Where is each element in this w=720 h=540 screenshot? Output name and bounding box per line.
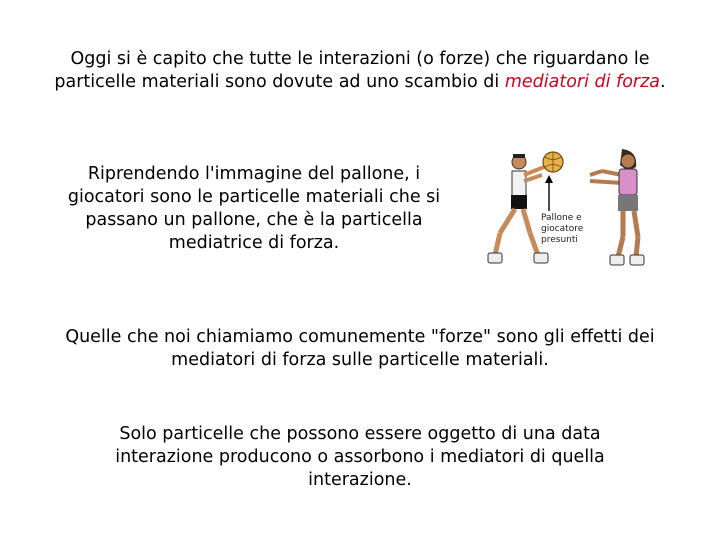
forces-paragraph: Quelle che noi chiamiamo comunemente "forze" sono gli effetti dei mediatori di forza sulle particelle materiali. <box>65 327 655 370</box>
caption-line: giocatore <box>541 224 584 234</box>
intro-paragraph <box>50 48 670 94</box>
example-paragraph: Riprendendo l'immagine del pallone, i giocatori sono le particelle materiali che si passano un pallone, che è la particella mediatrice di forza. <box>67 164 441 253</box>
players-ball-illustration <box>478 145 650 273</box>
caption-line: Pallone e <box>541 213 582 223</box>
intro-period: . <box>660 72 666 92</box>
illustration-caption <box>541 213 601 246</box>
caption-line: presunti <box>541 235 578 245</box>
selection-paragraph: Solo particelle che possono essere oggetto di una data interazione producono o assorbono i mediatori di quella interazione. <box>115 424 605 490</box>
players-drawing <box>478 145 650 273</box>
highlighted-term: mediatori di forza <box>504 72 661 92</box>
intro-text: Oggi si è capito che tutte le interazioni (o forze) che riguardano le particelle materiali sono dovute ad uno scambio di <box>54 49 650 92</box>
